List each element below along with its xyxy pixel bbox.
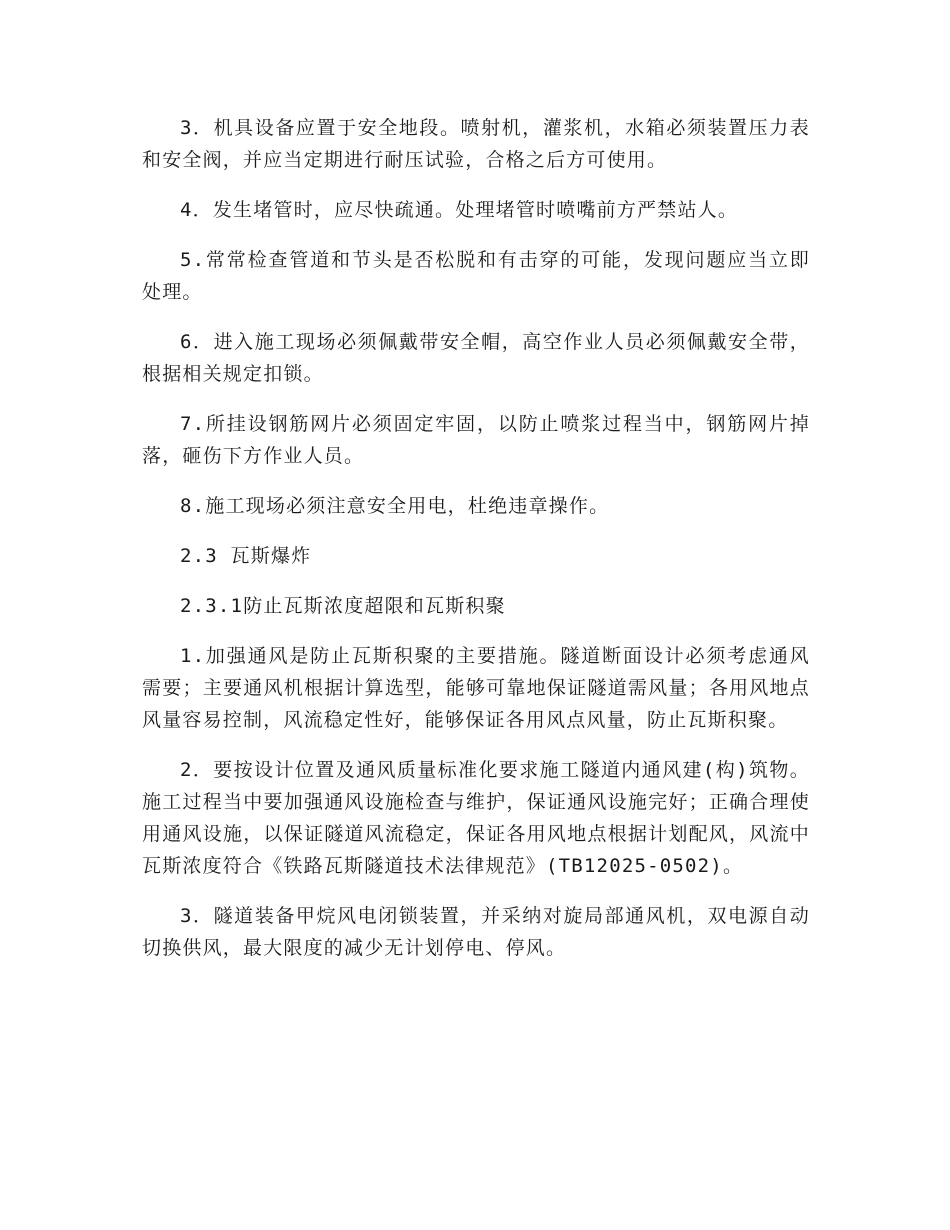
- paragraph-ventilation: 1.加强通风是防止瓦斯积聚的主要措施。隧道断面设计必须考虑通风需要；主要通风机根据计算选型，能够可靠地保证隧道需风量；各用风地点风量容易控制，风流稳定性好，能够保证各用风点风量，防止瓦斯积聚。: [142, 645, 810, 731]
- paragraph-pipe-inspection: 5.常常检查管道和节头是否松脱和有击穿的可能，发现问题应当立即处理。: [142, 249, 810, 303]
- document-body: [142, 112, 810, 982]
- paragraph-methane-lockout: 3．隧道装备甲烷风电闭锁装置，并采纳对旋局部通风机，双电源自动切换供风，最大限度的减少无计划停电、停风。: [142, 905, 810, 959]
- paragraph-pipe-blockage: 4．发生堵管时，应尽快疏通。处理堵管时喷嘴前方严禁站人。: [180, 199, 739, 221]
- paragraph-ventilation-structures: 2．要按设计位置及通风质量标准化要求施工隧道内通风建(构)筑物。施工过程当中要加强通风设施检查与维护，保证通风设施完好；正确合理使用通风设施，以保证隧道风流稳定，保证各用风地点根据计划配风，风流中瓦斯浓度符合《铁路瓦斯隧道技术法律规范》(TB12025-0502)。: [142, 759, 810, 877]
- section-heading-gas-explosion: 2.3 瓦斯爆炸: [180, 545, 312, 567]
- paragraph-equipment-safety: 3．机具设备应置于安全地段。喷射机，灌浆机，水箱必须装置压力表和安全阀，并应当定期进行耐压试验，合格之后方可使用。: [142, 117, 810, 171]
- paragraph-helmet-harness: 6．进入施工现场必须佩戴带安全帽，高空作业人员必须佩戴安全带，根据相关规定扣锁。: [142, 331, 810, 385]
- paragraph-steel-mesh: 7.所挂设钢筋网片必须固定牢固，以防止喷浆过程当中，钢筋网片掉落，砸伤下方作业人员。: [142, 413, 810, 467]
- paragraph-electric-safety: 8.施工现场必须注意安全用电，杜绝违章操作。: [180, 495, 610, 517]
- subsection-heading-gas-prevention: 2.3.1防止瓦斯浓度超限和瓦斯积聚: [180, 595, 506, 617]
